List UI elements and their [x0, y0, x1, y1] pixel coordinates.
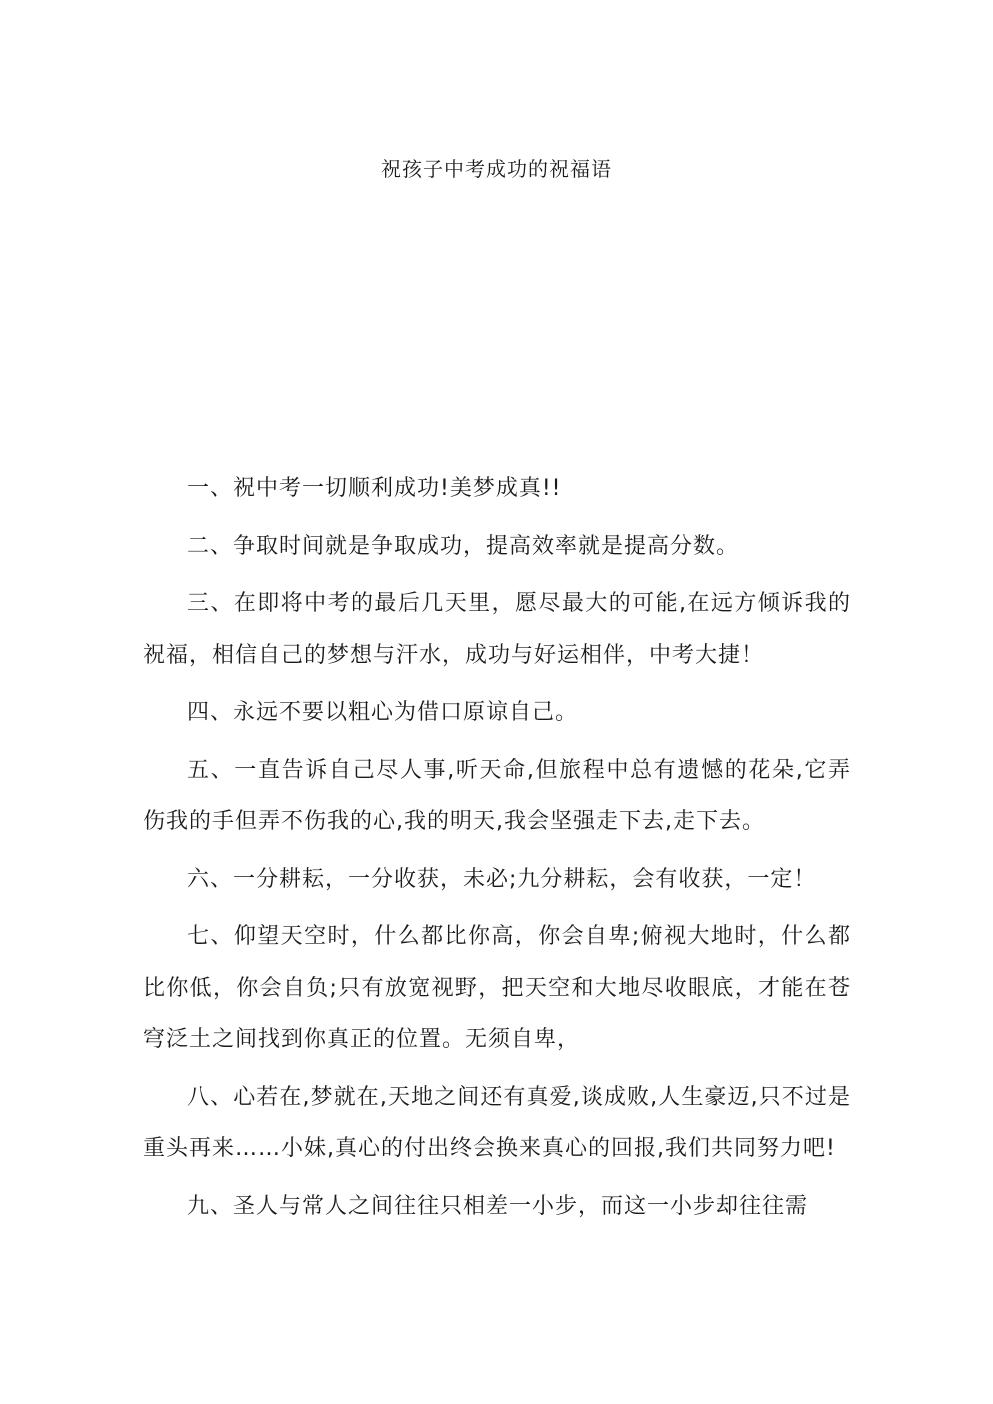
paragraph-3: 三、在即将中考的最后几天里，愿尽最大的可能,在远方倾诉我的祝福，相信自己的梦想与汗水，成功与好运相伴，中考大捷！: [143, 591, 851, 668]
paragraph-8: 八、心若在,梦就在,天地之间还有真爱,谈成败,人生豪迈,只不过是重头再来……小妹,真心的付出终会换来真心的回报,我们共同努力吧!: [143, 1084, 851, 1161]
paragraph-9: 九、圣人与常人之间往往只相差一小步，而这一小步却往往需: [187, 1193, 809, 1219]
document-body: [143, 463, 851, 1238]
paragraph-5: 五、一直告诉自己尽人事,听天命,但旅程中总有遗憾的花朵,它弄伤我的手但弄不伤我的心,我的明天,我会坚强走下去,走下去。: [143, 757, 851, 834]
paragraph-6: 六、一分耕耘，一分收获，未必;九分耕耘，会有收获，一定！: [187, 866, 817, 892]
document-title: 祝孩子中考成功的祝福语: [381, 157, 612, 181]
paragraph-4: 四、永远不要以粗心为借口原谅自己。: [187, 700, 579, 725]
paragraph-7: 七、仰望天空时，什么都比你高，你会自卑;俯视大地时，什么都比你低，你会自负;只有放宽视野，把天空和大地尽收眼底，才能在苍穹泛土之间找到你真正的位置。无须自卑，: [143, 924, 851, 1052]
paragraph-2: 二、争取时间就是争取成功，提高效率就是提高分数。: [187, 533, 740, 559]
paragraph-1: 一、祝中考一切顺利成功!美梦成真!!: [187, 476, 562, 501]
